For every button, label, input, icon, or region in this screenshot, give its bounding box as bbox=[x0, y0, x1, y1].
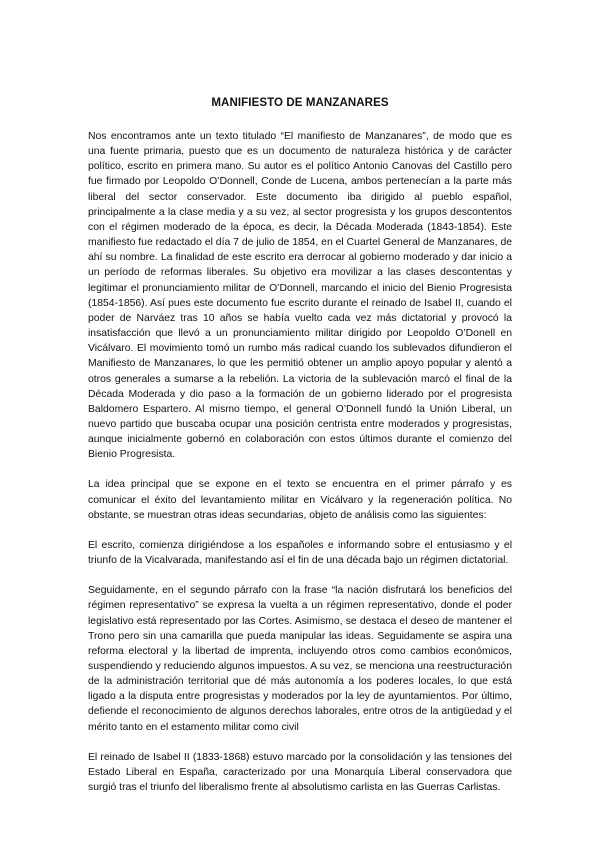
paragraph-second-idea: Seguidamente, en el segundo párrafo con la frase “la nación disfrutará los beneficios del régimen representativo” se expresa la vuelta a un régimen representativo, donde el poder legislativo está representado por las Cortes. Asimismo, se destaca el deseo de mantener el Trono pero sin una camarilla que pueda manipular las ideas. Seguidamente se aspira una reforma electoral y la libertad de imprenta, incluyendo otros como cambios económicos, suspendiendo y reduciendo algunos impuestos. A su vez, se menciona una reestructuración de la administración territorial que dé más autonomía a los poderes locales, lo que está ligado a la disputa entre progresistas y moderados por la ley de ayuntamientos. Por último, defiende el reconocimiento de algunos derechos laborales, entre otros de la antigüedad y el mérito tanto en el estamento militar como civil bbox=[88, 585, 512, 733]
paragraph-context: El reinado de Isabel II (1833-1868) estuvo marcado por la consolidación y las tensiones del Estado Liberal en España, caracterizado por una Monarquía Liberal conservadora que surgió tras el triunfo del liberalismo frente al absolutismo carlista en las Guerras Carlistas. bbox=[88, 751, 512, 794]
paragraph-first-idea: El escrito, comienza dirigiéndose a los españoles e informando sobre el entusiasmo y el triunfo de la Vicalvarada, manifestando así el fin de una década bajo un régimen dictatorial. bbox=[88, 539, 512, 567]
document-title: MANIFIESTO DE MANZANARES bbox=[211, 97, 389, 109]
paragraph-main-idea: La idea principal que se expone en el texto se encuentra en el primer párrafo y es comunicar el éxito del levantamiento militar en Vicálvaro y la regeneración política. No obstante, se muestran otras ideas secundarias, objeto de análisis como las siguientes: bbox=[88, 479, 512, 521]
paragraph-introduction: Nos encontramos ante un texto titulado “El manifiesto de Manzanares”, de modo que es una fuente primaria, puesto que es un documento de naturaleza histórica y de carácter político, escrito en primera mano. Su autor es el político Antonio Canovas del Castillo pero fue firmado por Leopoldo O’Donnell, Conde de Lucena, ambos pertenecían a la parte más liberal del sector conservador. Este documento iba dirigido al pueblo español, principalmente a la clase media y a su vez, al sector progresista y los grupos descontentos con el régimen moderado de la época, es decir, la Década Moderada (1843-1854). Este manifiesto fue redactado el día 7 de julio de 1854, en el Cuartel General de Manzanares, de ahí su nombre. La finalidad de este escrito era derrocar al gobierno moderado y dar inicio a un período de reformas liberales. Su objetivo era movilizar a las clases descontentas y legitimar el pronunciamiento militar de O’Donnell, marcando el inicio del Bienio Progresista (1854-1856). Así pues este documento fue escrito durante el reinado de Isabel II, cuando el poder de Narváez tras 10 años se había vuelto cada vez más dictatorial y provocó la insatisfacción que llevó a un pronunciamiento militar dirigido por Leopoldo O’Donell en Vicálvaro. El movimiento tomó un rumbo más radical cuando los sublevados difundieron el Manifiesto de Manzanares, lo que les permitió obtener un amplio apoyo popular y alentó a otros generales a sumarse a la rebelión. La victoria de la sublevación marcó el final de la Década Moderada y dio paso a la formación de un gobierno liderado por el progresista Baldomero Espartero. Al mismo tiempo, el general O’Donnell fundó la Unión Liberal, un nuevo partido que buscaba ocupar una posición centrista entre moderados y progresistas, aunque inicialmente gobernó en colaboración con estos últimos durante el comienzo del Bienio Progresista. bbox=[88, 131, 512, 461]
